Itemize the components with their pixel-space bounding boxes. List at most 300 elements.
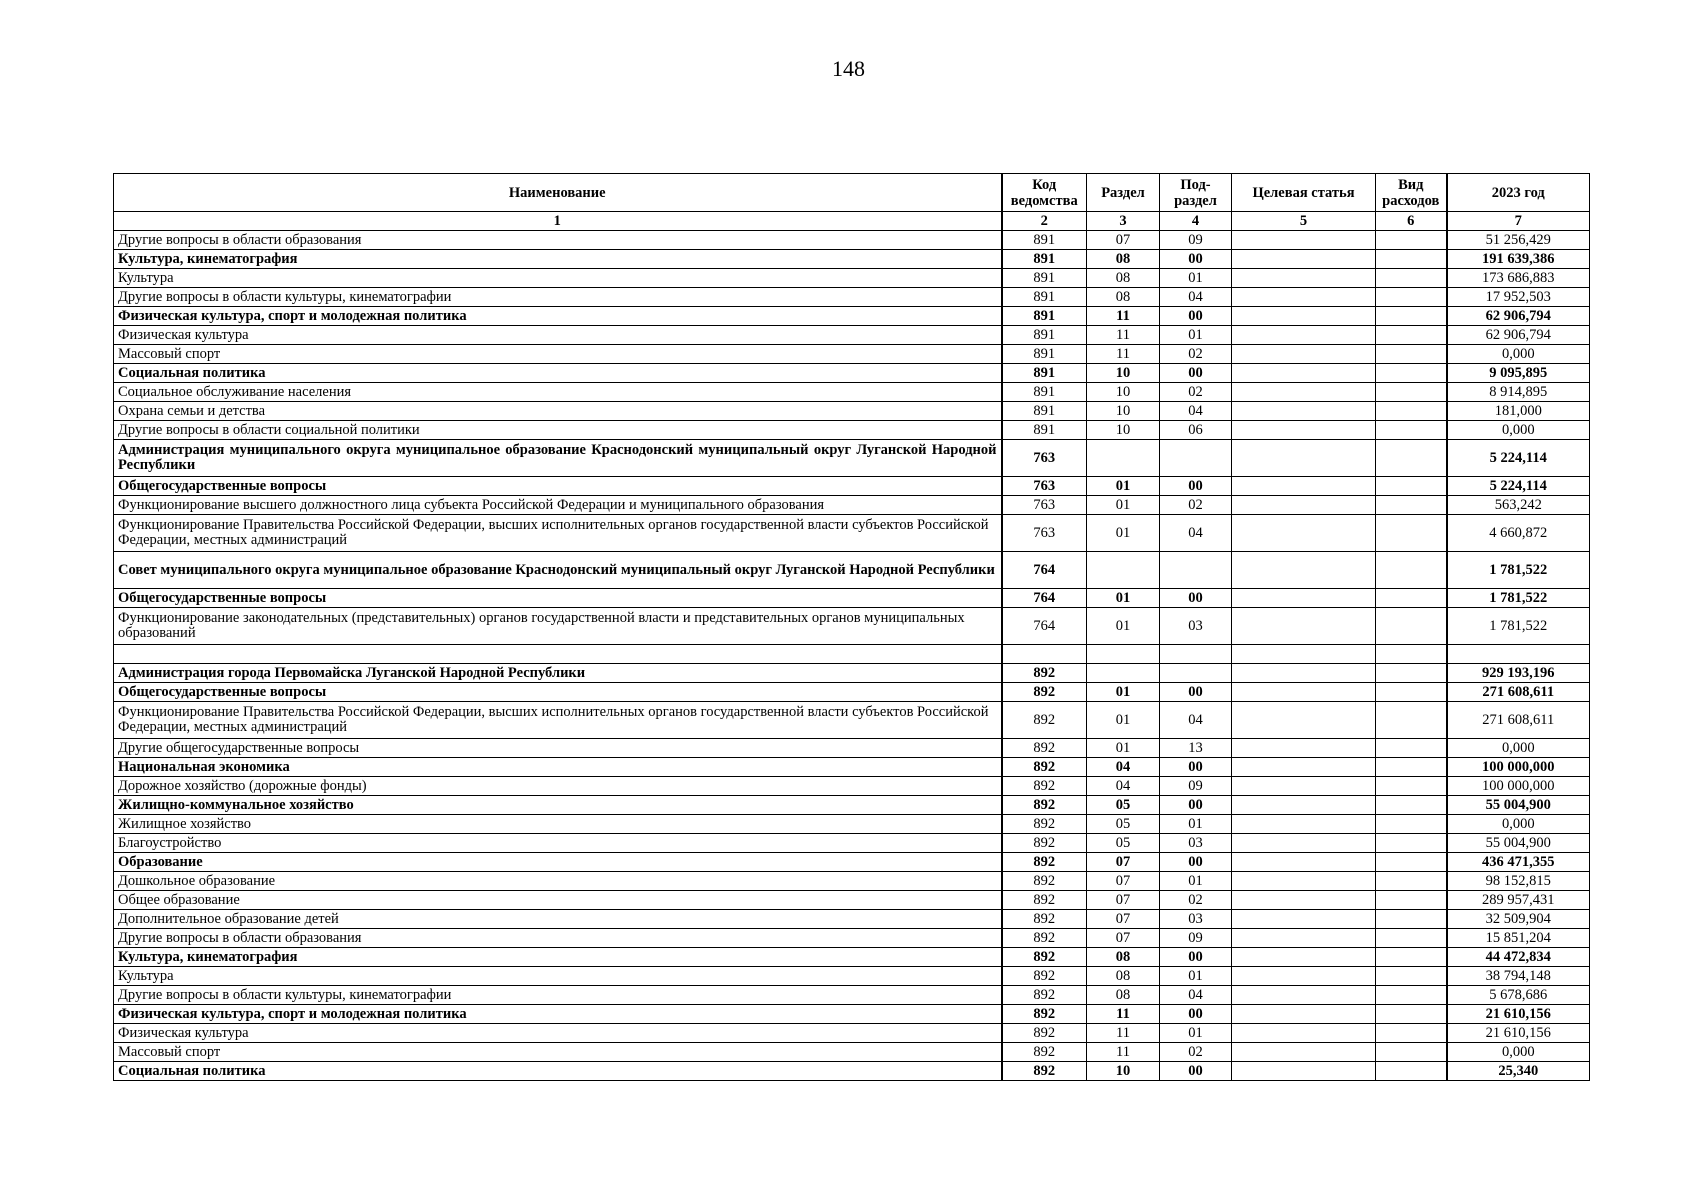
cell-target-item	[1232, 645, 1376, 664]
cell-amount: 21 610,156	[1447, 1005, 1590, 1024]
cell-name: Дошкольное образование	[114, 872, 1002, 891]
cell-subsection	[1160, 645, 1232, 664]
table-row	[114, 739, 1590, 758]
cell-subsection: 02	[1160, 496, 1232, 515]
cell-target-item	[1232, 383, 1376, 402]
cell-expense-type	[1376, 383, 1447, 402]
cell-subsection: 13	[1160, 739, 1232, 758]
cell-target-item	[1232, 1062, 1376, 1081]
cell-subsection: 00	[1160, 1005, 1232, 1024]
cell-target-item	[1232, 872, 1376, 891]
cell-dept-code: 892	[1002, 891, 1087, 910]
cell-expense-type	[1376, 515, 1447, 552]
cell-name: Культура	[114, 967, 1002, 986]
cell-expense-type	[1376, 1005, 1447, 1024]
cell-section: 08	[1087, 250, 1160, 269]
cell-section	[1087, 664, 1160, 683]
column-number-row	[114, 212, 1590, 231]
cell-dept-code: 892	[1002, 967, 1087, 986]
cell-name: Физическая культура	[114, 326, 1002, 345]
cell-name: Общее образование	[114, 891, 1002, 910]
header-subsection: Под-раздел	[1160, 174, 1232, 212]
cell-name: Функционирование Правительства Российской Федерации, высших исполнительных органов государственной власти субъектов Российской Федерации, местных администраций	[114, 702, 1002, 739]
cell-expense-type	[1376, 872, 1447, 891]
cell-section: 11	[1087, 1005, 1160, 1024]
cell-target-item	[1232, 1024, 1376, 1043]
cell-section: 10	[1087, 383, 1160, 402]
cell-amount: 32 509,904	[1447, 910, 1590, 929]
cell-dept-code: 892	[1002, 986, 1087, 1005]
table-row	[114, 269, 1590, 288]
cell-subsection: 09	[1160, 777, 1232, 796]
cell-amount: 21 610,156	[1447, 1024, 1590, 1043]
cell-expense-type	[1376, 231, 1447, 250]
cell-dept-code: 891	[1002, 364, 1087, 383]
cell-subsection: 00	[1160, 796, 1232, 815]
cell-section: 04	[1087, 777, 1160, 796]
cell-amount: 5 678,686	[1447, 986, 1590, 1005]
cell-name: Национальная экономика	[114, 758, 1002, 777]
cell-section: 08	[1087, 986, 1160, 1005]
cell-subsection: 00	[1160, 589, 1232, 608]
cell-target-item	[1232, 702, 1376, 739]
cell-name: Образование	[114, 853, 1002, 872]
cell-section: 07	[1087, 853, 1160, 872]
cell-amount: 0,000	[1447, 345, 1590, 364]
cell-target-item	[1232, 986, 1376, 1005]
table-row	[114, 664, 1590, 683]
cell-target-item	[1232, 1005, 1376, 1024]
cell-expense-type	[1376, 440, 1447, 477]
cell-expense-type	[1376, 250, 1447, 269]
cell-name: Администрация муниципального округа муниципальное образование Краснодонский муниципальный округ Луганской Народной Республики	[114, 440, 1002, 477]
cell-amount: 55 004,900	[1447, 834, 1590, 853]
cell-expense-type	[1376, 645, 1447, 664]
cell-subsection: 00	[1160, 758, 1232, 777]
column-number: 2	[1002, 212, 1087, 231]
table-row	[114, 326, 1590, 345]
cell-target-item	[1232, 929, 1376, 948]
cell-subsection: 03	[1160, 910, 1232, 929]
cell-subsection: 03	[1160, 834, 1232, 853]
table-row	[114, 891, 1590, 910]
cell-section: 11	[1087, 307, 1160, 326]
cell-subsection: 01	[1160, 1024, 1232, 1043]
cell-target-item	[1232, 815, 1376, 834]
cell-dept-code: 764	[1002, 552, 1087, 589]
cell-expense-type	[1376, 967, 1447, 986]
cell-amount: 929 193,196	[1447, 664, 1590, 683]
cell-target-item	[1232, 515, 1376, 552]
cell-section: 01	[1087, 608, 1160, 645]
cell-section	[1087, 440, 1160, 477]
cell-dept-code	[1002, 645, 1087, 664]
cell-section: 07	[1087, 891, 1160, 910]
cell-amount	[1447, 645, 1590, 664]
table-row	[114, 853, 1590, 872]
table-row	[114, 250, 1590, 269]
cell-amount: 181,000	[1447, 402, 1590, 421]
cell-name: Социальное обслуживание населения	[114, 383, 1002, 402]
cell-dept-code: 891	[1002, 288, 1087, 307]
table-row	[114, 589, 1590, 608]
cell-name: Администрация города Первомайска Луганской Народной Республики	[114, 664, 1002, 683]
cell-dept-code: 892	[1002, 872, 1087, 891]
cell-amount: 436 471,355	[1447, 853, 1590, 872]
cell-subsection: 06	[1160, 421, 1232, 440]
cell-amount: 563,242	[1447, 496, 1590, 515]
table-row	[114, 702, 1590, 739]
cell-name: Общегосударственные вопросы	[114, 589, 1002, 608]
cell-name: Другие вопросы в области социальной политики	[114, 421, 1002, 440]
cell-name: Другие вопросы в области образования	[114, 929, 1002, 948]
cell-subsection: 02	[1160, 383, 1232, 402]
cell-name: Общегосударственные вопросы	[114, 683, 1002, 702]
column-number: 3	[1087, 212, 1160, 231]
header-target-item: Целевая статья	[1232, 174, 1376, 212]
cell-subsection: 00	[1160, 853, 1232, 872]
cell-section: 01	[1087, 496, 1160, 515]
cell-section: 11	[1087, 1024, 1160, 1043]
cell-subsection: 04	[1160, 515, 1232, 552]
cell-target-item	[1232, 758, 1376, 777]
table-row	[114, 307, 1590, 326]
cell-target-item	[1232, 288, 1376, 307]
cell-subsection: 01	[1160, 967, 1232, 986]
cell-amount: 9 095,895	[1447, 364, 1590, 383]
cell-amount: 1 781,522	[1447, 608, 1590, 645]
cell-target-item	[1232, 739, 1376, 758]
cell-target-item	[1232, 834, 1376, 853]
cell-amount: 100 000,000	[1447, 758, 1590, 777]
cell-name: Совет муниципального округа муниципальное образование Краснодонский муниципальный округ Луганской Народной Республики	[114, 552, 1002, 589]
cell-expense-type	[1376, 910, 1447, 929]
cell-target-item	[1232, 777, 1376, 796]
table-row	[114, 872, 1590, 891]
cell-subsection: 00	[1160, 477, 1232, 496]
cell-amount: 0,000	[1447, 815, 1590, 834]
cell-target-item	[1232, 250, 1376, 269]
column-number: 6	[1376, 212, 1447, 231]
cell-subsection: 00	[1160, 364, 1232, 383]
column-number: 1	[114, 212, 1002, 231]
cell-dept-code: 891	[1002, 231, 1087, 250]
cell-name: Функционирование высшего должностного лица субъекта Российской Федерации и муниципального образования	[114, 496, 1002, 515]
cell-section: 04	[1087, 758, 1160, 777]
table-row	[114, 402, 1590, 421]
cell-section: 01	[1087, 702, 1160, 739]
table-row	[114, 608, 1590, 645]
column-number: 4	[1160, 212, 1232, 231]
cell-dept-code: 763	[1002, 440, 1087, 477]
cell-dept-code: 892	[1002, 834, 1087, 853]
cell-name: Физическая культура, спорт и молодежная политика	[114, 307, 1002, 326]
cell-target-item	[1232, 910, 1376, 929]
cell-subsection: 00	[1160, 250, 1232, 269]
cell-amount: 5 224,114	[1447, 477, 1590, 496]
cell-dept-code: 891	[1002, 326, 1087, 345]
cell-dept-code: 892	[1002, 910, 1087, 929]
cell-section: 05	[1087, 815, 1160, 834]
cell-expense-type	[1376, 402, 1447, 421]
cell-dept-code: 763	[1002, 477, 1087, 496]
cell-expense-type	[1376, 552, 1447, 589]
cell-amount: 55 004,900	[1447, 796, 1590, 815]
header-dept-code: Код ведомства	[1002, 174, 1087, 212]
cell-subsection: 01	[1160, 872, 1232, 891]
table-row	[114, 1043, 1590, 1062]
table-row	[114, 552, 1590, 589]
header-year: 2023 год	[1447, 174, 1590, 212]
cell-amount: 62 906,794	[1447, 326, 1590, 345]
cell-section: 01	[1087, 477, 1160, 496]
cell-subsection: 02	[1160, 891, 1232, 910]
cell-section: 10	[1087, 1062, 1160, 1081]
cell-expense-type	[1376, 1043, 1447, 1062]
cell-dept-code: 891	[1002, 402, 1087, 421]
cell-amount: 38 794,148	[1447, 967, 1590, 986]
cell-amount: 271 608,611	[1447, 683, 1590, 702]
column-number: 5	[1232, 212, 1376, 231]
cell-dept-code: 892	[1002, 853, 1087, 872]
cell-amount: 1 781,522	[1447, 589, 1590, 608]
cell-target-item	[1232, 948, 1376, 967]
cell-dept-code: 892	[1002, 815, 1087, 834]
cell-section: 01	[1087, 515, 1160, 552]
cell-subsection	[1160, 440, 1232, 477]
cell-expense-type	[1376, 345, 1447, 364]
cell-target-item	[1232, 231, 1376, 250]
cell-dept-code: 892	[1002, 702, 1087, 739]
cell-subsection: 04	[1160, 986, 1232, 1005]
cell-name: Массовый спорт	[114, 1043, 1002, 1062]
cell-target-item	[1232, 891, 1376, 910]
table-row	[114, 1024, 1590, 1043]
table-row	[114, 288, 1590, 307]
cell-expense-type	[1376, 853, 1447, 872]
cell-section: 01	[1087, 683, 1160, 702]
cell-subsection: 04	[1160, 702, 1232, 739]
cell-name: Другие вопросы в области культуры, кинематографии	[114, 986, 1002, 1005]
header-row	[114, 174, 1590, 212]
column-number: 7	[1447, 212, 1590, 231]
cell-subsection: 03	[1160, 608, 1232, 645]
cell-target-item	[1232, 608, 1376, 645]
cell-name: Культура	[114, 269, 1002, 288]
cell-dept-code: 892	[1002, 758, 1087, 777]
cell-name: Массовый спорт	[114, 345, 1002, 364]
cell-section	[1087, 552, 1160, 589]
cell-amount: 25,340	[1447, 1062, 1590, 1081]
cell-subsection: 09	[1160, 929, 1232, 948]
cell-name: Функционирование законодательных (представительных) органов государственной власти и представительных органов муниципальных образований	[114, 608, 1002, 645]
cell-dept-code: 892	[1002, 796, 1087, 815]
header-name: Наименование	[114, 174, 1002, 212]
cell-dept-code: 891	[1002, 269, 1087, 288]
cell-amount: 0,000	[1447, 421, 1590, 440]
cell-subsection	[1160, 664, 1232, 683]
cell-target-item	[1232, 307, 1376, 326]
cell-target-item	[1232, 967, 1376, 986]
cell-expense-type	[1376, 477, 1447, 496]
cell-expense-type	[1376, 702, 1447, 739]
cell-expense-type	[1376, 496, 1447, 515]
table-row	[114, 967, 1590, 986]
cell-amount: 44 472,834	[1447, 948, 1590, 967]
cell-section: 07	[1087, 231, 1160, 250]
cell-name: Благоустройство	[114, 834, 1002, 853]
cell-name: Физическая культура	[114, 1024, 1002, 1043]
cell-target-item	[1232, 440, 1376, 477]
cell-expense-type	[1376, 1024, 1447, 1043]
table-row	[114, 345, 1590, 364]
cell-expense-type	[1376, 1062, 1447, 1081]
table-row	[114, 496, 1590, 515]
cell-section	[1087, 645, 1160, 664]
cell-amount: 15 851,204	[1447, 929, 1590, 948]
cell-name: Физическая культура, спорт и молодежная политика	[114, 1005, 1002, 1024]
cell-dept-code: 891	[1002, 421, 1087, 440]
table-row	[114, 1062, 1590, 1081]
cell-name: Культура, кинематография	[114, 250, 1002, 269]
cell-amount: 62 906,794	[1447, 307, 1590, 326]
table-row	[114, 364, 1590, 383]
cell-dept-code: 892	[1002, 664, 1087, 683]
cell-dept-code: 891	[1002, 383, 1087, 402]
cell-dept-code: 892	[1002, 683, 1087, 702]
cell-expense-type	[1376, 326, 1447, 345]
cell-section: 07	[1087, 910, 1160, 929]
cell-target-item	[1232, 796, 1376, 815]
cell-target-item	[1232, 402, 1376, 421]
cell-expense-type	[1376, 948, 1447, 967]
table-row	[114, 645, 1590, 664]
cell-target-item	[1232, 496, 1376, 515]
cell-name: Дополнительное образование детей	[114, 910, 1002, 929]
cell-amount: 191 639,386	[1447, 250, 1590, 269]
cell-dept-code: 891	[1002, 307, 1087, 326]
cell-name: Функционирование Правительства Российской Федерации, высших исполнительных органов государственной власти субъектов Российской Федерации, местных администраций	[114, 515, 1002, 552]
cell-subsection: 01	[1160, 815, 1232, 834]
cell-expense-type	[1376, 608, 1447, 645]
cell-target-item	[1232, 853, 1376, 872]
cell-dept-code: 892	[1002, 739, 1087, 758]
table-row	[114, 986, 1590, 1005]
budget-table	[113, 173, 1590, 1081]
cell-section: 01	[1087, 739, 1160, 758]
cell-dept-code: 764	[1002, 589, 1087, 608]
cell-dept-code: 892	[1002, 1062, 1087, 1081]
cell-subsection: 00	[1160, 307, 1232, 326]
cell-target-item	[1232, 477, 1376, 496]
cell-section: 10	[1087, 402, 1160, 421]
cell-section: 08	[1087, 288, 1160, 307]
cell-dept-code: 892	[1002, 948, 1087, 967]
cell-amount: 289 957,431	[1447, 891, 1590, 910]
table-body	[114, 231, 1590, 1081]
cell-dept-code: 764	[1002, 608, 1087, 645]
cell-amount: 98 152,815	[1447, 872, 1590, 891]
cell-amount: 0,000	[1447, 1043, 1590, 1062]
cell-name: Общегосударственные вопросы	[114, 477, 1002, 496]
cell-amount: 8 914,895	[1447, 383, 1590, 402]
cell-target-item	[1232, 1043, 1376, 1062]
cell-name: Охрана семьи и детства	[114, 402, 1002, 421]
cell-subsection: 01	[1160, 326, 1232, 345]
cell-subsection: 04	[1160, 402, 1232, 421]
cell-name: Дорожное хозяйство (дорожные фонды)	[114, 777, 1002, 796]
cell-section: 08	[1087, 269, 1160, 288]
cell-subsection: 00	[1160, 683, 1232, 702]
cell-subsection: 04	[1160, 288, 1232, 307]
cell-expense-type	[1376, 288, 1447, 307]
cell-expense-type	[1376, 815, 1447, 834]
cell-amount: 1 781,522	[1447, 552, 1590, 589]
cell-subsection: 00	[1160, 1062, 1232, 1081]
table-row	[114, 796, 1590, 815]
table-row	[114, 440, 1590, 477]
table-row	[114, 477, 1590, 496]
cell-expense-type	[1376, 269, 1447, 288]
cell-target-item	[1232, 421, 1376, 440]
cell-amount: 271 608,611	[1447, 702, 1590, 739]
cell-expense-type	[1376, 421, 1447, 440]
cell-name: Другие вопросы в области образования	[114, 231, 1002, 250]
cell-dept-code: 763	[1002, 515, 1087, 552]
cell-subsection	[1160, 552, 1232, 589]
page-number: 148	[832, 56, 865, 81]
cell-target-item	[1232, 664, 1376, 683]
cell-subsection: 00	[1160, 948, 1232, 967]
cell-target-item	[1232, 269, 1376, 288]
cell-expense-type	[1376, 758, 1447, 777]
table-row	[114, 758, 1590, 777]
cell-target-item	[1232, 345, 1376, 364]
header-expense-type: Вид расходов	[1376, 174, 1447, 212]
table-row	[114, 1005, 1590, 1024]
cell-section: 10	[1087, 364, 1160, 383]
table-row	[114, 910, 1590, 929]
cell-target-item	[1232, 552, 1376, 589]
cell-name: Жилищно-коммунальное хозяйство	[114, 796, 1002, 815]
cell-section: 11	[1087, 1043, 1160, 1062]
cell-expense-type	[1376, 307, 1447, 326]
cell-subsection: 01	[1160, 269, 1232, 288]
table-row	[114, 683, 1590, 702]
cell-amount: 4 660,872	[1447, 515, 1590, 552]
cell-dept-code: 763	[1002, 496, 1087, 515]
cell-section: 08	[1087, 948, 1160, 967]
cell-section: 11	[1087, 326, 1160, 345]
cell-section: 01	[1087, 589, 1160, 608]
cell-amount: 17 952,503	[1447, 288, 1590, 307]
cell-expense-type	[1376, 929, 1447, 948]
cell-amount: 173 686,883	[1447, 269, 1590, 288]
cell-section: 05	[1087, 834, 1160, 853]
table-row	[114, 383, 1590, 402]
cell-name: Социальная политика	[114, 364, 1002, 383]
cell-expense-type	[1376, 739, 1447, 758]
cell-subsection: 02	[1160, 1043, 1232, 1062]
cell-name: Другие вопросы в области культуры, кинематографии	[114, 288, 1002, 307]
cell-expense-type	[1376, 664, 1447, 683]
cell-expense-type	[1376, 834, 1447, 853]
cell-expense-type	[1376, 796, 1447, 815]
cell-target-item	[1232, 683, 1376, 702]
cell-target-item	[1232, 364, 1376, 383]
table-row	[114, 777, 1590, 796]
table-row	[114, 421, 1590, 440]
